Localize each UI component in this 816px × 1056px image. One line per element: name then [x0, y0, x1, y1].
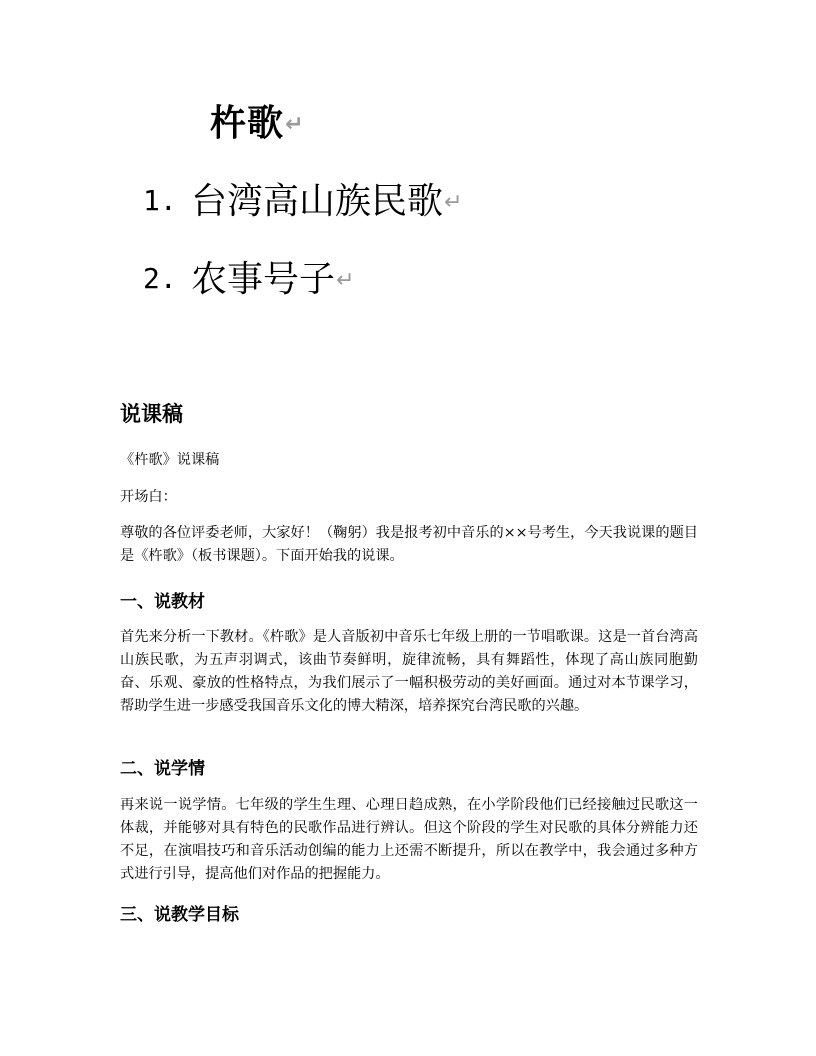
- board-item-text: 台湾高山族民歌: [191, 181, 444, 222]
- board-item-text: 农事号子: [191, 259, 336, 300]
- opening-label: 开场白：: [120, 489, 177, 505]
- opening-paragraph: 尊敬的各位评委老师，大家好！（鞠躬）我是报考初中音乐的××号考生，今天我说课的题目是《杵歌》（板书课题）。下面开始我的说课。: [120, 525, 698, 564]
- board-item-number: 2.: [143, 262, 177, 295]
- paragraph-mark-icon: ↵: [336, 268, 355, 293]
- section-heading-teaching-objectives: 三、说教学目标: [120, 905, 239, 925]
- section-paragraph-teaching-material: 首先来分析一下教材。《杵歌》是人音版初中音乐七年级上册的一节唱歌课。这是一首台湾高山族民歌，为五声羽调式，该曲节奏鲜明，旋律流畅，具有舞蹈性，体现了高山族同胞勤奋、乐观、豪放的性格特点，为我们展示了一幅积极劳动的美好画面。通过对本节课学习，帮助学生进一步感受我国音乐文化的博大精深，培养探究台湾民歌的兴趣。: [120, 629, 698, 714]
- paragraph-mark-icon: ↵: [285, 112, 305, 137]
- paragraph-mark-icon: ↵: [444, 190, 463, 215]
- document-subtitle: 《杵歌》说课稿: [120, 452, 220, 468]
- board-writing-image: [0, 0, 816, 320]
- board-item-1: [143, 181, 463, 222]
- board-title-text: 杵歌: [210, 103, 285, 144]
- board-item-2: [143, 259, 355, 300]
- board-title: [210, 103, 305, 144]
- section-heading-teaching-material: 一、说教材: [120, 592, 205, 612]
- board-item-number: 1.: [143, 184, 177, 217]
- section-paragraph-student-analysis: 再来说一说学情。七年级的学生生理、心理日趋成熟，在小学阶段他们已经接触过民歌这一体裁，并能够对具有特色的民歌作品进行辨认。但这个阶段的学生对民歌的具体分辨能力还不足，在演唱技巧和音乐活动创编的能力上还需不断提升，所以在教学中，我会通过多种方式进行引导，提高他们对作品的把握能力。: [120, 797, 698, 882]
- section-heading-student-analysis: 二、说学情: [120, 759, 205, 779]
- document-title: 说课稿: [120, 402, 183, 426]
